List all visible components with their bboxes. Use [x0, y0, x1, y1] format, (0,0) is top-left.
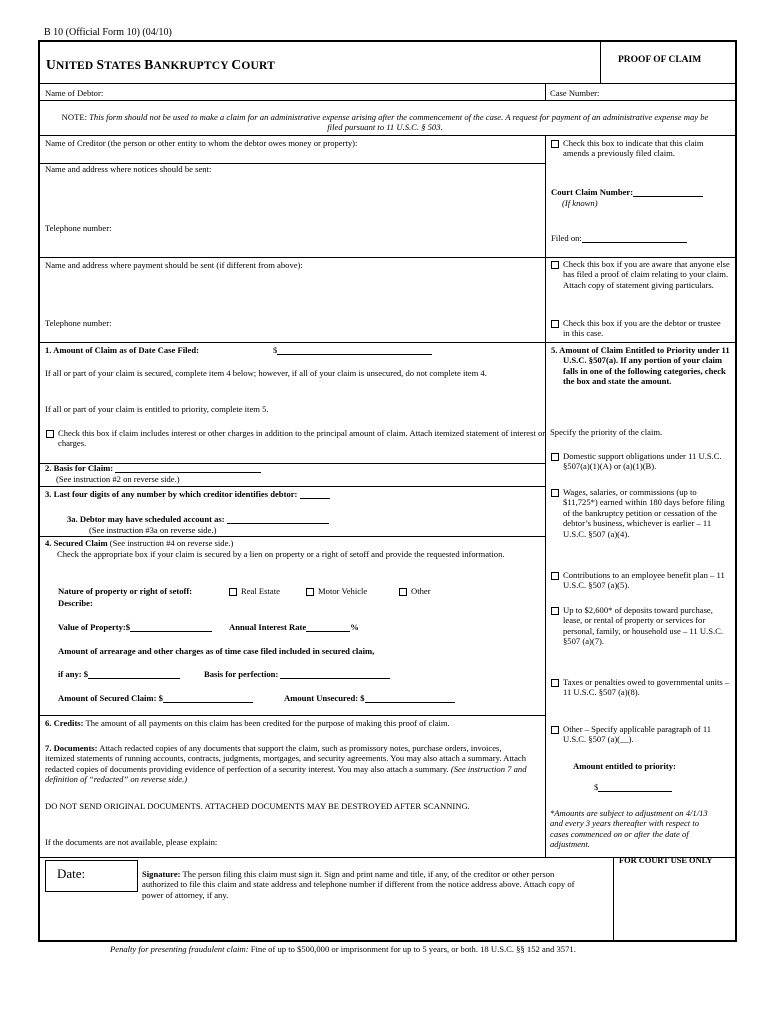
checkbox-icon[interactable] [551, 261, 559, 269]
last-four-digits-field[interactable]: 3. Last four digits of any number by which creditor identifies debtor: [45, 489, 330, 499]
value-of-property-field[interactable]: Value of Property:$ [58, 622, 212, 632]
deposits-checkbox[interactable]: Up to $2,600* of deposits toward purchase, lease, or rental of property or services for personal, family, or household use – 11 U.S.C. §507 (a)(7). [551, 605, 723, 647]
domestic-support-checkbox[interactable]: Domestic support obligations under 11 U.S.C. §507(a)(1)(A) or (a)(1)(B). [551, 451, 723, 472]
checkbox-icon[interactable] [551, 572, 559, 580]
scheduled-account-field[interactable]: 3a. Debtor may have scheduled account as: [67, 514, 329, 524]
arrearage-field[interactable]: if any: $ [58, 669, 180, 679]
filed-on-field[interactable]: Filed on: [551, 233, 687, 243]
signature-block[interactable]: Signature: The person filing this claim must sign it. Sign and print name and title, if any, of the creditor or other person authorized to file this claim and state address and telephone number if different from the notice address above. Attach copy of power of attorney, if any. [142, 869, 575, 900]
name-of-debtor-field[interactable]: Name of Debtor: [45, 88, 104, 98]
secured-amount-field[interactable]: Amount of Secured Claim: $ [58, 693, 253, 703]
checkbox-icon[interactable] [399, 588, 407, 596]
date-label: Date: [57, 866, 86, 881]
name-of-creditor-field[interactable]: Name of Creditor (the person or other entity to whom the debtor owes money or property): [45, 138, 358, 148]
checkbox-icon[interactable] [551, 320, 559, 328]
other-checkbox[interactable]: Other [399, 586, 431, 596]
telephone-field-2[interactable]: Telephone number: [45, 318, 112, 328]
arrearage-text: Amount of arrearage and other charges as of time case filed included in secured claim, [58, 646, 375, 656]
amount-entitled-field[interactable]: $ [594, 782, 672, 792]
item4-title: 4. Secured Claim (See instruction #4 on reverse side.) [45, 538, 234, 548]
case-number-field[interactable]: Case Number: [550, 88, 600, 98]
checkbox-icon[interactable] [46, 430, 54, 438]
describe-field[interactable]: Describe: [58, 598, 93, 608]
specify-priority: Specify the priority of the claim. [550, 427, 663, 437]
court-claim-number-field[interactable]: Court Claim Number: [551, 187, 703, 197]
adjustment-note: *Amounts are subject to adjustment on 4/1/13 and every 3 years thereafter with respect to cases commenced on or after the date of adjustment. [550, 808, 708, 850]
interest-checkbox[interactable]: Check this box if claim includes interest or other charges in addition to the principal amount of claim. Attach itemized statement of interest or charges. [46, 428, 553, 449]
item1-dollar[interactable]: $ [273, 345, 432, 355]
proof-of-claim-title: PROOF OF CLAIM [618, 55, 702, 65]
checkbox-icon[interactable] [551, 607, 559, 615]
penalty-note: Penalty for presenting fraudulent claim: Fine of up to $500,000 or imprisonment for up to 5 years, or both. 18 U.S.C. §§ 152 and 3571. [110, 944, 576, 954]
basis-for-perfection-field[interactable]: Basis for perfection: [204, 669, 390, 679]
item1-priority-text: If all or part of your claim is entitled to priority, complete item 5. [45, 404, 269, 414]
court-use-only: FOR COURT USE ONLY [619, 856, 713, 865]
amount-entitled-label: Amount entitled to priority: [573, 761, 676, 771]
checkbox-icon[interactable] [551, 726, 559, 734]
do-not-send-warning: DO NOT SEND ORIGINAL DOCUMENTS. ATTACHED DOCUMENTS MAY BE DESTROYED AFTER SCANNING. [45, 801, 470, 811]
item1-amount-field[interactable]: 1. Amount of Claim as of Date Case Filed: [45, 345, 199, 355]
wages-checkbox[interactable]: Wages, salaries, or commissions (up to $11,725*) earned within 180 days before filing of the bankruptcy petition or cessation of the debtor’s business, whichever is earlier – 11 U.S.C. §507 (a)(4). [551, 487, 733, 539]
checkbox-icon[interactable] [551, 453, 559, 461]
item7-documents: 7. Documents: Attach redacted copies of any documents that support the claim, such as promissory notes, purchase orders, invoices, itemized statements of running accounts, contracts, judgments, mortgages, and security agreements. You may also attach a summary. Attach redacted copies of documents providing evidence of perfection of a security interest. You may also attach a summary. (See instruction 7 and definition of “redacted” on reverse side.) [45, 743, 527, 785]
real-estate-checkbox[interactable]: Real Estate [229, 586, 280, 596]
item5-title: 5. Amount of Claim Entitled to Priority under 11 U.S.C. §507(a). If any portion of your claim falls in one of the following categories, check the box and state the amount. [551, 345, 730, 387]
aware-checkbox[interactable]: Check this box if you are aware that anyone else has filed a proof of claim relating to your claim. Attach copy of statement giving particulars. [551, 259, 733, 290]
telephone-field[interactable]: Telephone number: [45, 223, 112, 233]
checkbox-icon[interactable] [229, 588, 237, 596]
item3a-instruction: (See instruction #3a on reverse side.) [89, 525, 217, 535]
if-known: (If known) [562, 198, 598, 208]
payment-address-field[interactable]: Name and address where payment should be sent (if different from above): [45, 260, 303, 270]
item1-secured-text: If all or part of your claim is secured, complete item 4 below; however, if all of your claim is unsecured, do not complete item 4. [45, 368, 487, 378]
unsecured-amount-field[interactable]: Amount Unsecured: $ [284, 693, 455, 703]
checkbox-icon[interactable] [551, 140, 559, 148]
basis-for-claim-field[interactable]: 2. Basis for Claim: [45, 463, 261, 473]
item2-instruction: (See instruction #2 on reverse side.) [56, 474, 180, 484]
checkbox-icon[interactable] [551, 679, 559, 687]
notice-address-field[interactable]: Name and address where notices should be sent: [45, 164, 212, 174]
taxes-checkbox[interactable]: Taxes or penalties owed to governmental units – 11 U.S.C. §507 (a)(8). [551, 677, 733, 698]
debtor-trustee-checkbox[interactable]: Check this box if you are the debtor or trustee in this case. [551, 318, 725, 339]
interest-rate-field[interactable]: Annual Interest Rate % [229, 622, 359, 632]
other-priority-checkbox[interactable]: Other – Specify applicable paragraph of 11 U.S.C. §507 (a)(__). [551, 724, 733, 745]
item6-credits: 6. Credits: The amount of all payments on this claim has been credited for the purpose of making this proof of claim. [45, 718, 450, 728]
form-id: B 10 (Official Form 10) (04/10) [44, 27, 172, 38]
court-title: UNITED STATES BANKRUPTCY COURT [46, 57, 275, 72]
checkbox-icon[interactable] [551, 489, 559, 497]
nature-of-property: Nature of property or right of setoff: [58, 586, 193, 596]
not-available-field[interactable]: If the documents are not available, please explain: [45, 837, 218, 847]
note: NOTE: This form should not be used to make a claim for an administrative expense arising after the commencement of the case. A request for payment of an administrative expense may be filed pursuant to 11 U.S.C. § 503. [61, 112, 709, 133]
item4-text: Check the appropriate box if your claim is secured by a lien on property or a right of setoff and provide the requested information. [57, 549, 505, 559]
motor-vehicle-checkbox[interactable]: Motor Vehicle [306, 586, 367, 596]
amends-checkbox[interactable]: Check this box to indicate that this claim amends a previously filed claim. [551, 138, 721, 159]
contributions-checkbox[interactable]: Contributions to an employee benefit plan – 11 U.S.C. §507 (a)(5). [551, 570, 731, 591]
checkbox-icon[interactable] [306, 588, 314, 596]
